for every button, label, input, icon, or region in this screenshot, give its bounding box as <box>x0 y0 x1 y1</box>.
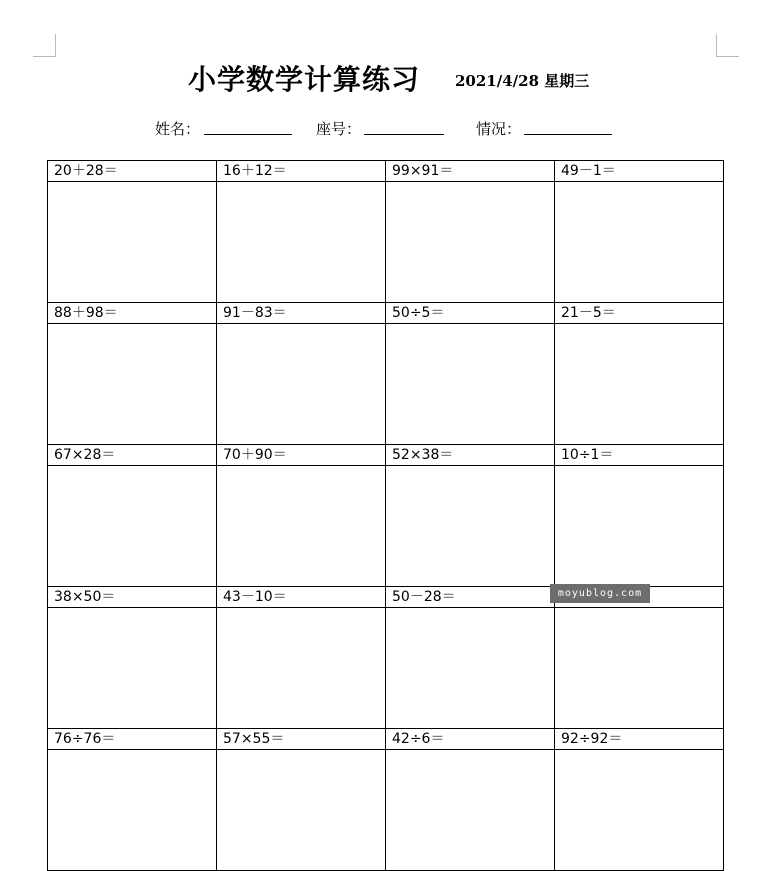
problem-cell: 42÷6＝ <box>386 729 555 750</box>
answer-space[interactable] <box>48 182 217 303</box>
problem-cell: 57×55＝ <box>217 729 386 750</box>
answer-space[interactable] <box>48 466 217 587</box>
problem-row <box>48 729 724 750</box>
answer-space[interactable] <box>386 182 555 303</box>
watermark-badge: moyublog.com <box>550 584 650 603</box>
problem-row <box>48 445 724 466</box>
answer-space[interactable] <box>48 324 217 445</box>
problem-cell: 49－1＝ <box>555 161 724 182</box>
problem-cell: 21－5＝ <box>555 303 724 324</box>
page-corner-mark-top-right <box>716 34 739 57</box>
status-blank[interactable] <box>524 134 612 135</box>
problem-cell: 20＋28＝ <box>48 161 217 182</box>
answer-row <box>48 466 724 587</box>
answer-space[interactable] <box>386 466 555 587</box>
problem-cell: 67×28＝ <box>48 445 217 466</box>
problem-cell: 10÷1＝ <box>555 445 724 466</box>
header <box>0 58 773 98</box>
answer-space[interactable] <box>48 750 217 871</box>
answer-space[interactable] <box>386 608 555 729</box>
answer-space[interactable] <box>555 608 724 729</box>
page-corner-mark-top-left <box>33 34 56 57</box>
answer-row <box>48 750 724 871</box>
name-blank[interactable] <box>204 134 292 135</box>
answer-row <box>48 182 724 303</box>
problem-cell: 99×91＝ <box>386 161 555 182</box>
problem-cell: 50－28＝ <box>386 587 555 608</box>
problem-cell: 76÷76＝ <box>48 729 217 750</box>
seat-blank[interactable] <box>364 134 444 135</box>
problem-row <box>48 303 724 324</box>
problem-cell: 43－10＝ <box>217 587 386 608</box>
answer-space[interactable] <box>217 324 386 445</box>
student-info-row <box>0 118 773 140</box>
answer-space[interactable] <box>217 466 386 587</box>
answer-row <box>48 608 724 729</box>
problem-grid <box>47 160 724 871</box>
answer-space[interactable] <box>555 750 724 871</box>
date-label: 2021/4/28 星期三 <box>455 72 590 90</box>
problem-cell: 52×38＝ <box>386 445 555 466</box>
answer-space[interactable] <box>555 182 724 303</box>
name-label: 姓名： <box>155 120 201 138</box>
answer-space[interactable] <box>555 466 724 587</box>
problem-cell: 38×50＝ <box>48 587 217 608</box>
problem-cell: 50÷5＝ <box>386 303 555 324</box>
problem-cell: 92÷92＝ <box>555 729 724 750</box>
problem-cell: 70＋90＝ <box>217 445 386 466</box>
status-label: 情况： <box>476 120 522 138</box>
page-title: 小学数学计算练习 <box>188 63 421 96</box>
problem-cell: 88＋98＝ <box>48 303 217 324</box>
answer-space[interactable] <box>48 608 217 729</box>
answer-space[interactable] <box>386 750 555 871</box>
problem-cell: 91－83＝ <box>217 303 386 324</box>
problem-row <box>48 161 724 182</box>
answer-row <box>48 324 724 445</box>
answer-space[interactable] <box>386 324 555 445</box>
answer-space[interactable] <box>217 750 386 871</box>
answer-space[interactable] <box>217 182 386 303</box>
answer-space[interactable] <box>217 608 386 729</box>
problem-cell: 16＋12＝ <box>217 161 386 182</box>
seat-label: 座号： <box>316 120 362 138</box>
answer-space[interactable] <box>555 324 724 445</box>
